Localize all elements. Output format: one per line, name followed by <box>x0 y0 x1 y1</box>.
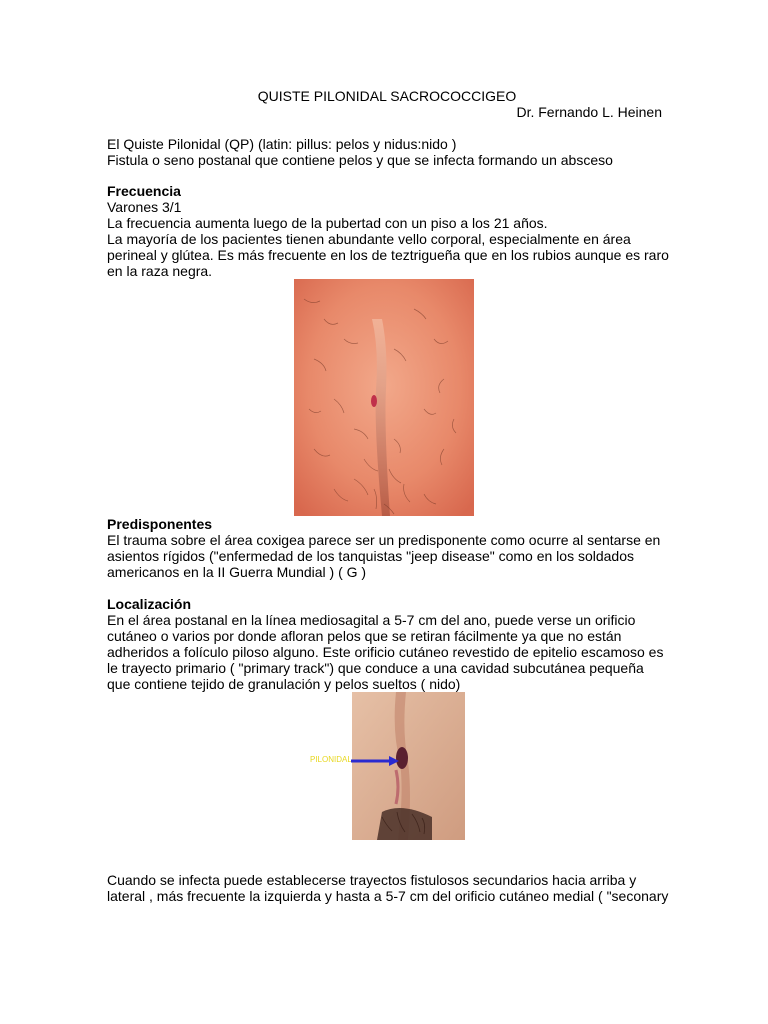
intro-line-1: El Quiste Pilonidal (QP) (latin: pillus: pelos y nidus:nido ) <box>107 136 457 152</box>
arrow-icon <box>351 756 401 766</box>
predisponentes-line: asientos rígidos ("enfermedad de los tanquistas "jeep disease" como en los soldados <box>107 548 634 564</box>
localizacion-line: adheridos a folículo piloso alguno. Este orificio cutáneo revestido de epitelio escamoso es <box>107 644 664 660</box>
section-heading-localizacion: Localización <box>107 596 192 612</box>
section-heading-frecuencia: Frecuencia <box>107 183 181 199</box>
section-heading-predisponentes: Predisponentes <box>107 516 213 532</box>
localizacion-line: que contiene tejido de granulación y pelos sueltos ( nido) <box>107 676 461 692</box>
localizacion-line: le trayecto primario ( "primary track") que conduce a una cavidad subcutánea pequeña <box>107 660 644 676</box>
frecuencia-line: Varones 3/1 <box>107 199 182 215</box>
closing-line: lateral , más frecuente la izquierda y hasta a 5-7 cm del orificio cutáneo medial ( "seconary <box>107 888 669 904</box>
frecuencia-line: La mayoría de los pacientes tienen abundante vello corporal, especialmente en área <box>107 231 631 247</box>
clinical-photo-2 <box>352 692 465 840</box>
predisponentes-line: americanos en la II Guerra Mundial ) ( G ) <box>107 564 367 580</box>
frecuencia-line: perineal y glútea. Es más frecuente en los de teztrigueña que en los rubios aunque es raro <box>107 247 669 263</box>
document-author: Dr. Fernando L. Heinen <box>516 104 662 120</box>
frecuencia-line: en la raza negra. <box>107 263 213 279</box>
intro-line-2: Fistula o seno postanal que contiene pelos y que se infecta formando un absceso <box>107 152 613 168</box>
clinical-photo-1 <box>294 279 474 516</box>
localizacion-line: cutáneo o varios por donde afloran pelos que se retiran fácilmente ya que no están <box>107 628 622 644</box>
localizacion-line: En el área postanal en la línea mediosagital a 5-7 cm del ano, puede verse un orificio <box>107 612 636 628</box>
predisponentes-line: El trauma sobre el área coxigea parece ser un predisponente como ocurre al sentarse en <box>107 532 661 548</box>
pilonidal-label: PILONIDAL <box>310 755 352 764</box>
frecuencia-line: La frecuencia aumenta luego de la pubertad con un piso a los 21 años. <box>107 215 548 231</box>
document-title: QUISTE PILONIDAL SACROCOCCIGEO <box>257 88 517 104</box>
closing-line: Cuando se infecta puede establecerse trayectos fistulosos secundarios hacia arriba y <box>107 872 637 888</box>
